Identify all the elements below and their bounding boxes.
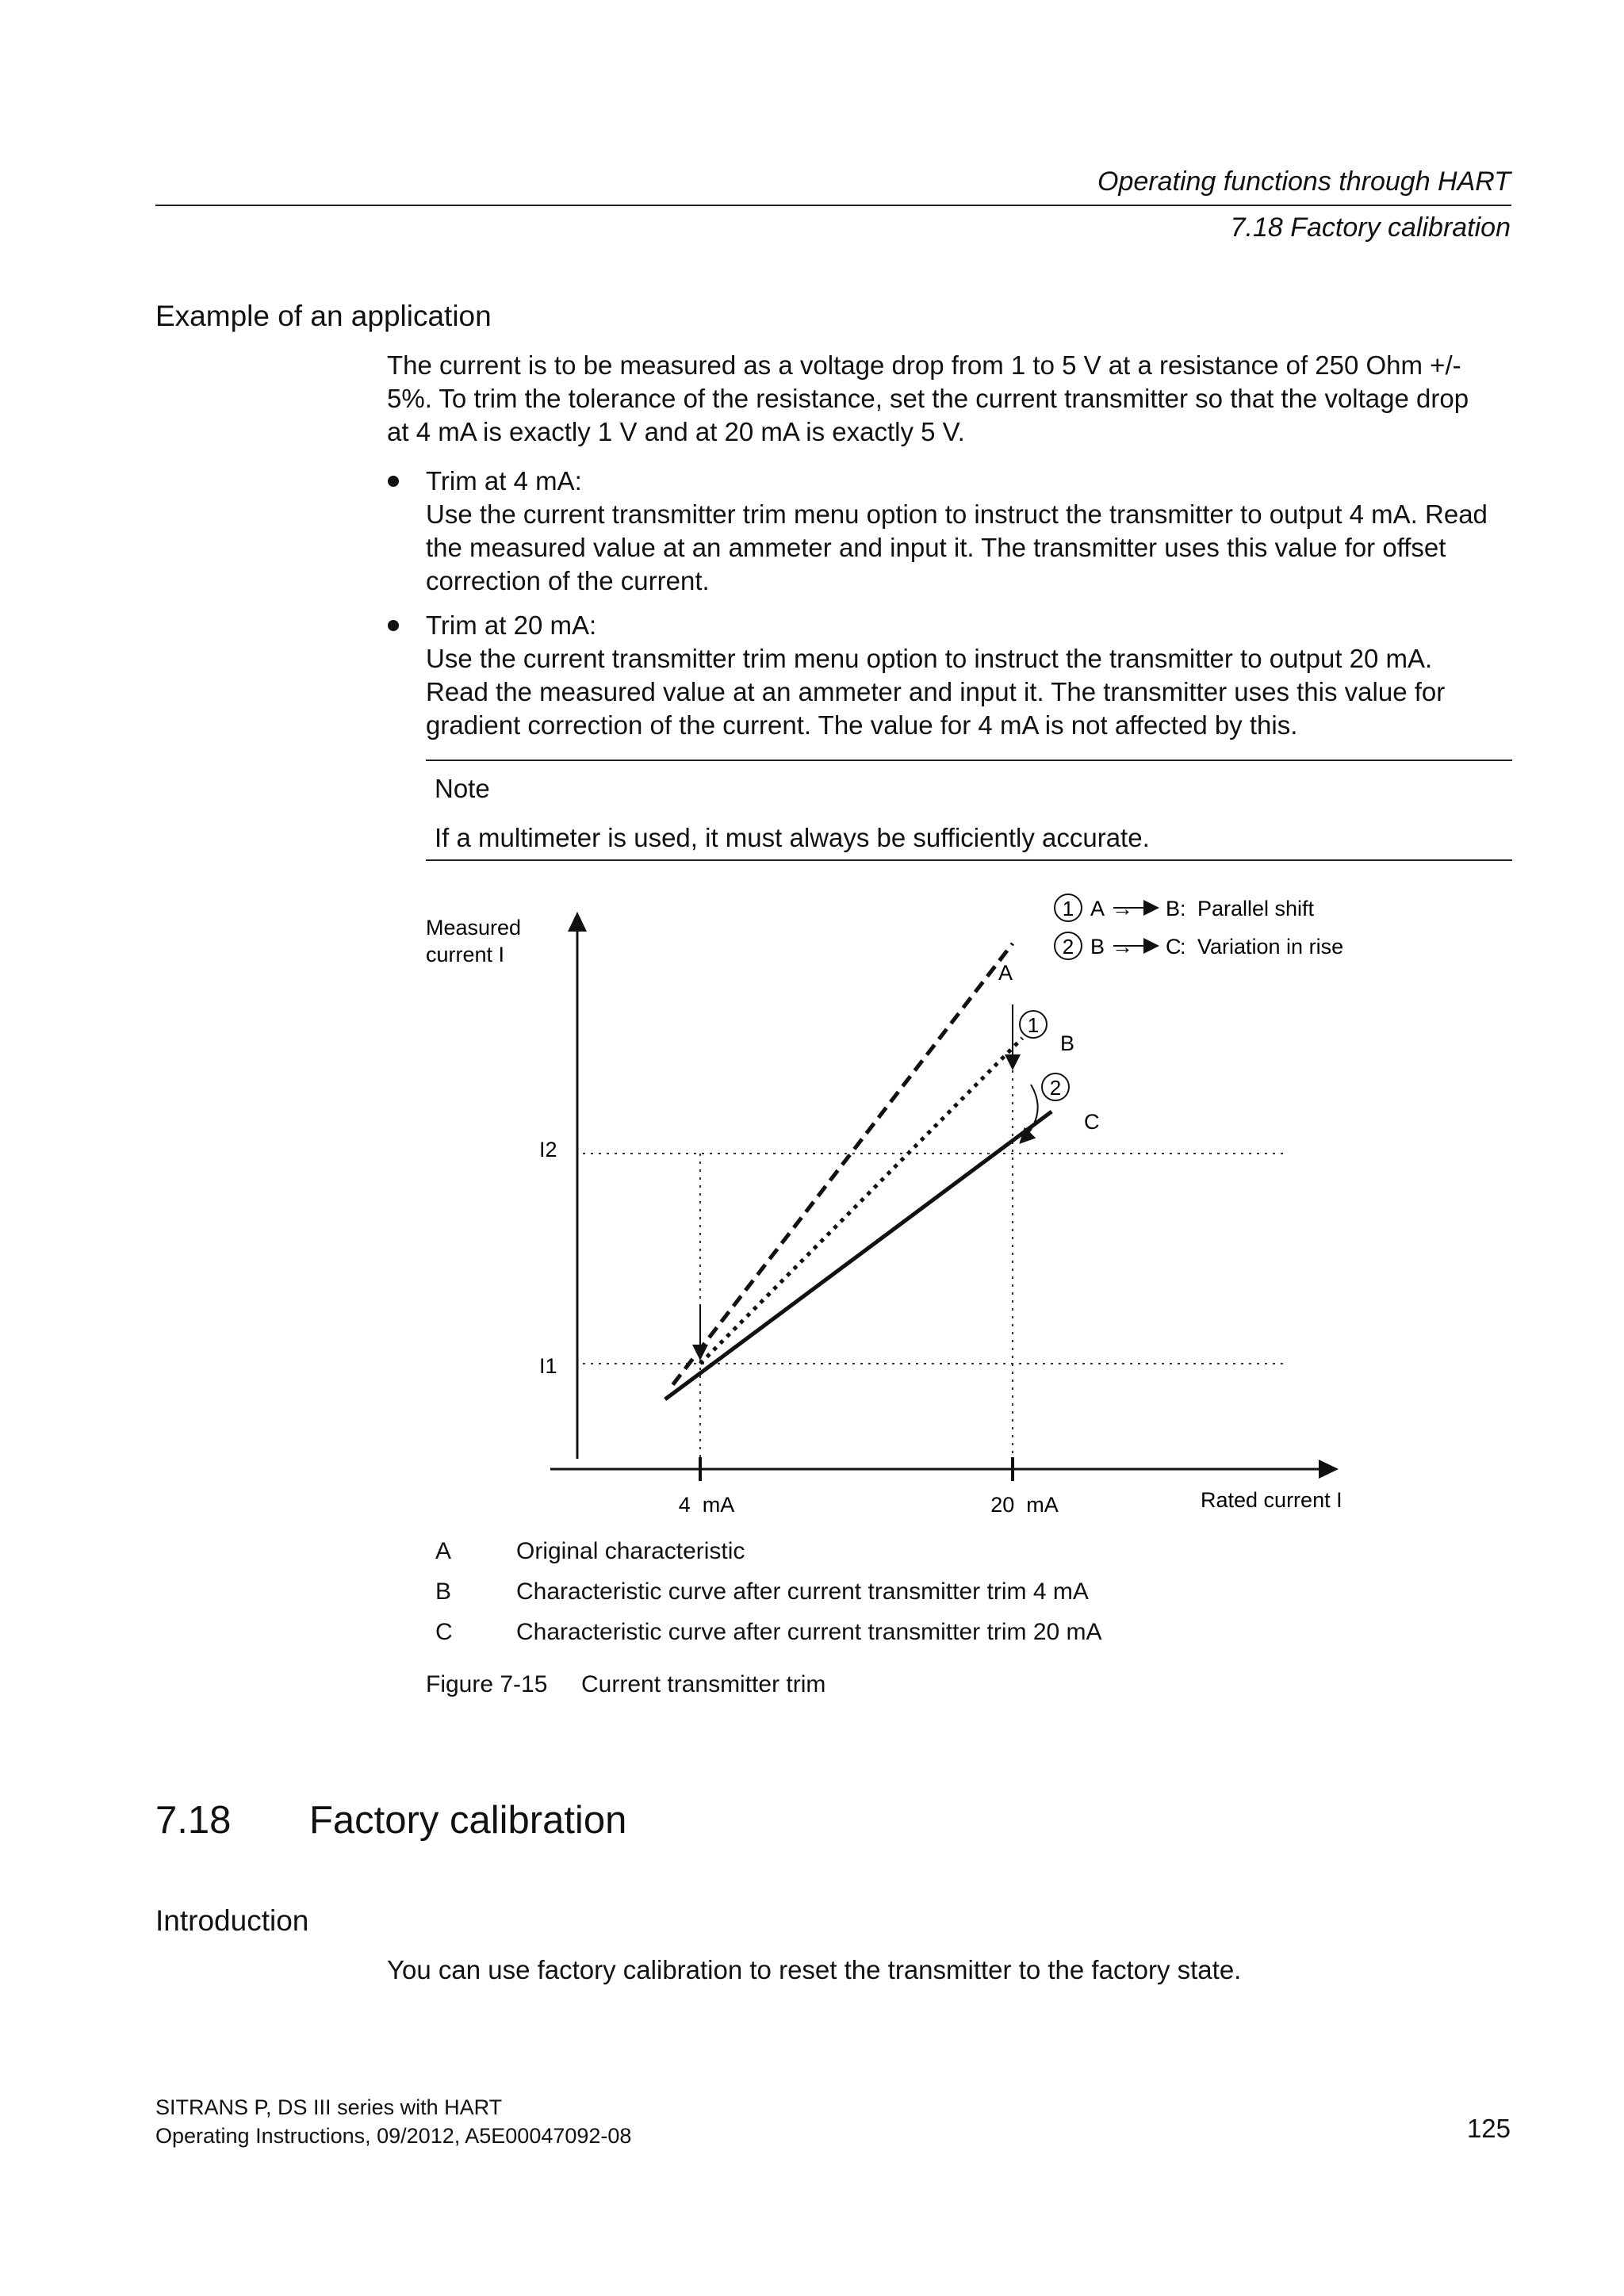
key-1-from: A (1090, 897, 1105, 920)
key-2-to: C (1166, 935, 1182, 959)
footer-product: SITRANS P, DS III series with HART (155, 2095, 503, 2119)
header-section: 7.18 Factory calibration (1230, 212, 1511, 243)
y-axis-label-line2: current I (426, 943, 505, 966)
bullet-line: the measured value at an ammeter and input it. The transmitter uses this value for offset (426, 533, 1446, 562)
x-tick-label-20ma: 20 mA (990, 1493, 1059, 1517)
legend-text-c: Characteristic curve after current transmitter trim 20 mA (516, 1619, 1102, 1645)
series-line-a (673, 943, 1013, 1385)
key-1-text: Parallel shift (1197, 897, 1315, 920)
marker-2-label: 2 (1049, 1076, 1062, 1100)
x-axis-arrow-icon (1319, 1460, 1339, 1479)
bullet-line: gradient correction of the current. The value for 4 mA is not affected by this. (426, 710, 1298, 740)
curve-label-c: C (1084, 1110, 1100, 1134)
legend-text-a: Original characteristic (516, 1538, 745, 1564)
page-number: 125 (1466, 2114, 1511, 2143)
key-2-arrow: → (1112, 935, 1133, 959)
marker-1-label: 1 (1027, 1013, 1040, 1037)
intro-line: The current is to be measured as a voltage drop from 1 to 5 V at a resistance of 250 Ohm +/- (387, 350, 1461, 380)
key-2-num: 2 (1062, 935, 1074, 959)
intro-text: You can use factory calibration to reset the transmitter to the factory state. (387, 1955, 1242, 1984)
bullet-line: correction of the current. (426, 566, 710, 595)
y-tick-label-i2: I2 (539, 1138, 557, 1161)
bullet-line: Use the current transmitter trim menu option to instruct the transmitter to output 20 mA. (426, 644, 1433, 673)
legend-key-c: C (435, 1619, 453, 1645)
curve-label-a: A (998, 961, 1013, 985)
note-text: If a multimeter is used, it must always be sufficiently accurate. (435, 823, 1150, 852)
y-axis-label-line1: Measured (426, 916, 522, 939)
x-axis-label: Rated current I (1201, 1488, 1342, 1512)
intro-line: 5%. To trim the tolerance of the resistance, set the current transmitter so that the voltage drop (387, 384, 1469, 413)
key-2-from: B (1090, 935, 1105, 959)
example-heading: Example of an application (155, 300, 492, 332)
intro-heading: Introduction (155, 1904, 309, 1937)
legend-key-a: A (435, 1538, 452, 1564)
legend-key-b: B (435, 1578, 452, 1605)
legend-text-b: Characteristic curve after current transmitter trim 4 mA (516, 1578, 1089, 1605)
key-1-num: 1 (1062, 897, 1074, 920)
y-axis-arrow-icon (568, 912, 587, 932)
key-1-sep: : (1180, 897, 1186, 920)
bullet-line: Read the measured value at an ammeter and input it. The transmitter uses this value for (426, 677, 1446, 706)
key-2-sep: : (1180, 935, 1186, 959)
intro-line: at 4 mA is exactly 1 V and at 20 mA is exactly 5 V. (387, 417, 965, 446)
bullet-line: Use the current transmitter trim menu option to instruct the transmitter to output 4 mA. Read (426, 499, 1488, 529)
x-tick-label-4ma: 4 mA (678, 1493, 735, 1517)
note-title: Note (435, 774, 490, 803)
key-2-text: Variation in rise (1197, 935, 1344, 959)
series-line-c (665, 1112, 1052, 1399)
bullet-title: Trim at 4 mA: (426, 466, 582, 496)
series-line-b (700, 1038, 1022, 1364)
footer-doc-info: Operating Instructions, 09/2012, A5E00047092-08 (155, 2124, 632, 2148)
figure-title: Current transmitter trim (581, 1671, 826, 1697)
bullet-title: Trim at 20 mA: (426, 610, 597, 640)
header-chapter: Operating functions through HART (1097, 166, 1511, 197)
curve-label-b: B (1060, 1031, 1075, 1055)
figure-number: Figure 7-15 (426, 1671, 548, 1697)
section-title: Factory calibration (309, 1799, 627, 1842)
section-number: 7.18 (155, 1799, 232, 1842)
key-1-arrow: → (1112, 897, 1133, 920)
key-1-to: B (1166, 897, 1181, 920)
y-tick-label-i1: I1 (539, 1354, 557, 1378)
